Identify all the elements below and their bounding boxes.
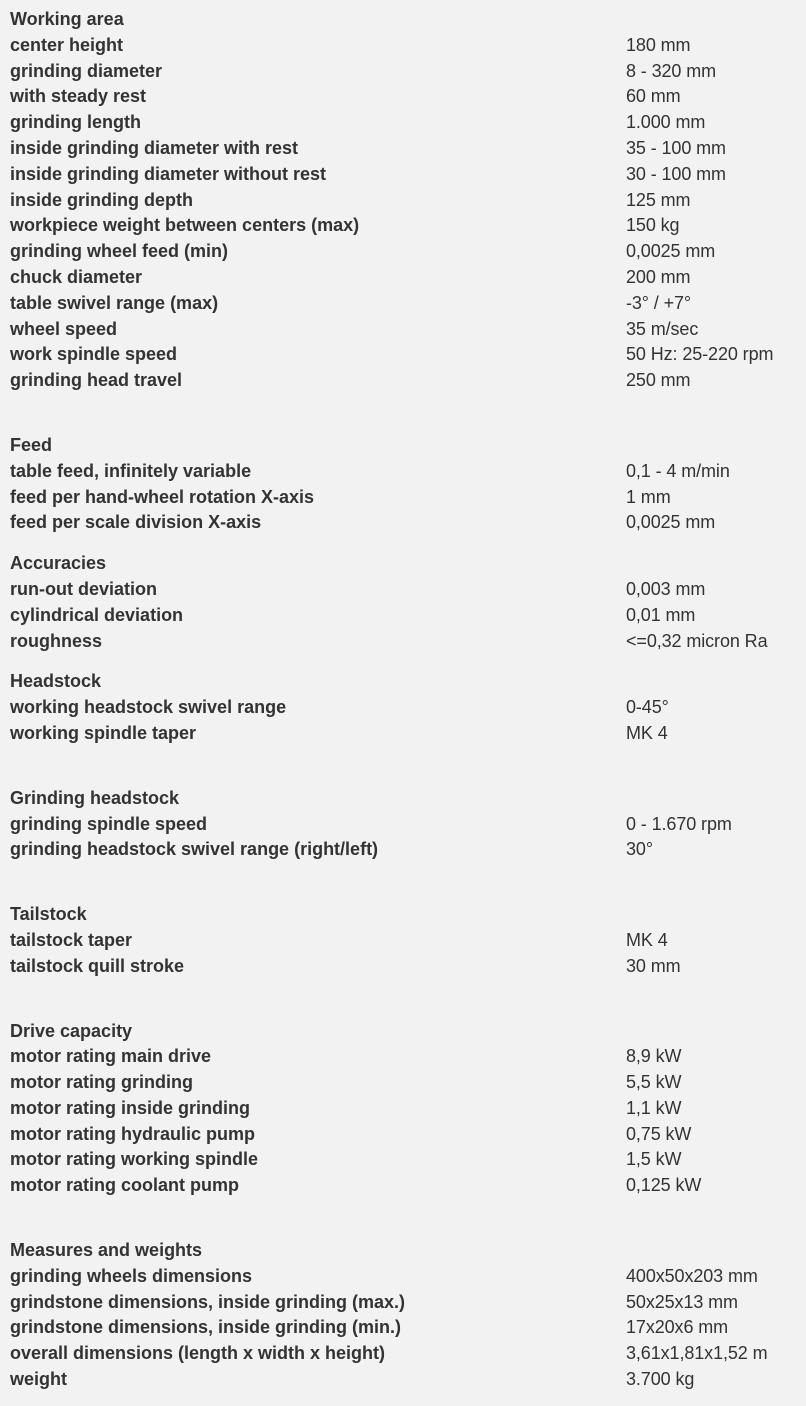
section-spacer <box>0 1199 806 1238</box>
section-spacer <box>0 536 806 551</box>
spec-label: table feed, infinitely variable <box>10 460 252 481</box>
spec-value: 0,1 - 4 m/min <box>626 460 730 481</box>
section-heading: Accuracies <box>10 553 107 574</box>
spec-row <box>0 629 806 655</box>
spec-row <box>0 368 806 394</box>
spec-label: cylindrical deviation <box>10 604 184 625</box>
section-spacer <box>0 654 806 669</box>
spec-value: 30° <box>626 839 653 860</box>
spec-value: MK 4 <box>626 722 668 743</box>
spec-row <box>0 265 806 291</box>
spec-label: motor rating coolant pump <box>10 1175 239 1196</box>
spec-label: center height <box>10 34 124 55</box>
spec-row <box>0 33 806 59</box>
spec-label: workpiece weight between centers (max) <box>10 215 360 236</box>
spec-row <box>0 162 806 188</box>
section-working-area <box>0 7 806 394</box>
section-accuracies <box>0 551 806 654</box>
spec-label: working headstock swivel range <box>10 697 287 718</box>
spec-row <box>0 110 806 136</box>
spec-label: inside grinding depth <box>10 189 193 210</box>
spec-value: 150 kg <box>626 215 680 236</box>
spec-label: feed per hand-wheel rotation X-axis <box>10 486 315 507</box>
spec-value: 0,75 kW <box>626 1123 692 1144</box>
spec-value: 3,61x1,81x1,52 m <box>626 1343 768 1364</box>
section-spacer <box>0 394 806 433</box>
spec-label: motor rating grinding <box>10 1072 193 1093</box>
spec-value: 8 - 320 mm <box>626 60 717 81</box>
spec-label: grindstone dimensions, inside grinding (max.) <box>10 1291 406 1312</box>
spec-label: wheel speed <box>10 318 118 339</box>
spec-label: grinding spindle speed <box>10 813 208 834</box>
spec-label: tailstock taper <box>10 929 133 950</box>
spec-row <box>0 510 806 536</box>
spec-value: 1 mm <box>626 486 671 507</box>
spec-label: overall dimensions (length x width x height) <box>10 1343 386 1364</box>
spec-value: MK 4 <box>626 929 668 950</box>
spec-row <box>0 1173 806 1199</box>
spec-label: motor rating hydraulic pump <box>10 1123 256 1144</box>
spec-value: 0,0025 mm <box>626 241 716 262</box>
spec-value: 0,003 mm <box>626 578 706 599</box>
section-feed <box>0 433 806 536</box>
section-spacer <box>0 863 806 902</box>
spec-value: 5,5 kW <box>626 1072 682 1093</box>
section-heading: Headstock <box>10 671 102 692</box>
spec-label: grindstone dimensions, inside grinding (min.) <box>10 1317 402 1338</box>
spec-value: 1.000 mm <box>626 112 706 133</box>
spec-label: motor rating main drive <box>10 1046 212 1067</box>
spec-value: -3° / +7° <box>626 292 692 313</box>
spec-label: inside grinding diameter without rest <box>10 163 327 184</box>
spec-label: roughness <box>10 630 103 651</box>
spec-row <box>0 1315 806 1341</box>
spec-row <box>0 721 806 747</box>
spec-value: 400x50x203 mm <box>626 1265 758 1286</box>
spec-value: 0 - 1.670 rpm <box>626 813 732 834</box>
spec-value: 1,1 kW <box>626 1097 682 1118</box>
spec-value: <=0,32 micron Ra <box>626 630 768 651</box>
spec-row <box>0 317 806 343</box>
spec-row <box>0 84 806 110</box>
spec-row <box>0 577 806 603</box>
spec-row <box>0 928 806 954</box>
spec-label: chuck diameter <box>10 266 143 287</box>
spec-label: run-out deviation <box>10 578 157 599</box>
section-heading: Feed <box>10 434 53 455</box>
spec-row <box>0 459 806 485</box>
spec-row <box>0 1290 806 1316</box>
spec-value: 0,125 kW <box>626 1175 702 1196</box>
spec-row <box>0 342 806 368</box>
spec-value: 1,5 kW <box>626 1149 682 1170</box>
spec-value: 35 m/sec <box>626 318 699 339</box>
spec-label: grinding headstock swivel range (right/left) <box>10 839 379 860</box>
section-heading: Working area <box>10 9 124 29</box>
spec-label: grinding length <box>10 112 141 133</box>
spec-value: 200 mm <box>626 266 691 287</box>
spec-row <box>0 1044 806 1070</box>
spec-value: 250 mm <box>626 370 691 391</box>
spec-label: tailstock quill stroke <box>10 955 185 976</box>
section-drive-capacity <box>0 1019 806 1200</box>
spec-label: with steady rest <box>10 86 147 107</box>
spec-value: 180 mm <box>626 34 691 55</box>
spec-label: motor rating working spindle <box>10 1149 259 1170</box>
section-heading: Measures and weights <box>10 1240 203 1261</box>
section-spacer <box>0 980 806 1019</box>
spec-label: working spindle taper <box>10 722 197 743</box>
spec-value: 0-45° <box>626 697 669 718</box>
spec-value: 0,01 mm <box>626 604 696 625</box>
spec-row <box>0 136 806 162</box>
spec-value: 125 mm <box>626 189 691 210</box>
spec-row <box>0 603 806 629</box>
spec-value: 3.700 kg <box>626 1369 695 1390</box>
spec-label: grinding head travel <box>10 370 183 391</box>
spec-value: 50x25x13 mm <box>626 1291 738 1312</box>
spec-label: table swivel range (max) <box>10 292 219 313</box>
spec-value: 17x20x6 mm <box>626 1317 729 1338</box>
spec-row <box>0 213 806 239</box>
spec-row <box>0 1122 806 1148</box>
spec-value: 8,9 kW <box>626 1046 682 1067</box>
spec-row <box>0 695 806 721</box>
spec-row <box>0 1264 806 1290</box>
spec-row <box>0 837 806 863</box>
spec-row <box>0 59 806 85</box>
spec-row <box>0 954 806 980</box>
section-heading: Grinding headstock <box>10 787 180 808</box>
spec-label: feed per scale division X-axis <box>10 512 262 533</box>
spec-value: 0,0025 mm <box>626 512 716 533</box>
spec-row <box>0 291 806 317</box>
section-heading: Tailstock <box>10 904 87 925</box>
spec-row <box>0 812 806 838</box>
section-heading: Drive capacity <box>10 1020 133 1041</box>
spec-label: work spindle speed <box>10 344 178 365</box>
spec-value: 30 - 100 mm <box>626 163 726 184</box>
spec-label: grinding diameter <box>10 60 163 81</box>
section-headstock <box>0 669 806 746</box>
spec-value: 60 mm <box>626 86 681 107</box>
spec-row <box>0 1367 806 1393</box>
spec-value: 30 mm <box>626 955 681 976</box>
section-tailstock <box>0 902 806 979</box>
spec-row <box>0 1096 806 1122</box>
spec-label: weight <box>10 1369 67 1390</box>
spec-row <box>0 1070 806 1096</box>
spec-label: grinding wheels dimensions <box>10 1265 253 1286</box>
spec-label: inside grinding diameter with rest <box>10 137 299 158</box>
spec-row <box>0 188 806 214</box>
spec-label: motor rating inside grinding <box>10 1097 250 1118</box>
section-spacer <box>0 747 806 786</box>
spec-value: 35 - 100 mm <box>626 137 726 158</box>
section-measures-and-weights <box>0 1238 806 1393</box>
spec-label: grinding wheel feed (min) <box>10 241 229 262</box>
spec-row <box>0 1147 806 1173</box>
spec-value: 50 Hz: 25-220 rpm <box>626 344 774 365</box>
section-grinding-headstock <box>0 786 806 863</box>
spec-row <box>0 485 806 511</box>
spec-row <box>0 1341 806 1367</box>
spec-row <box>0 239 806 265</box>
